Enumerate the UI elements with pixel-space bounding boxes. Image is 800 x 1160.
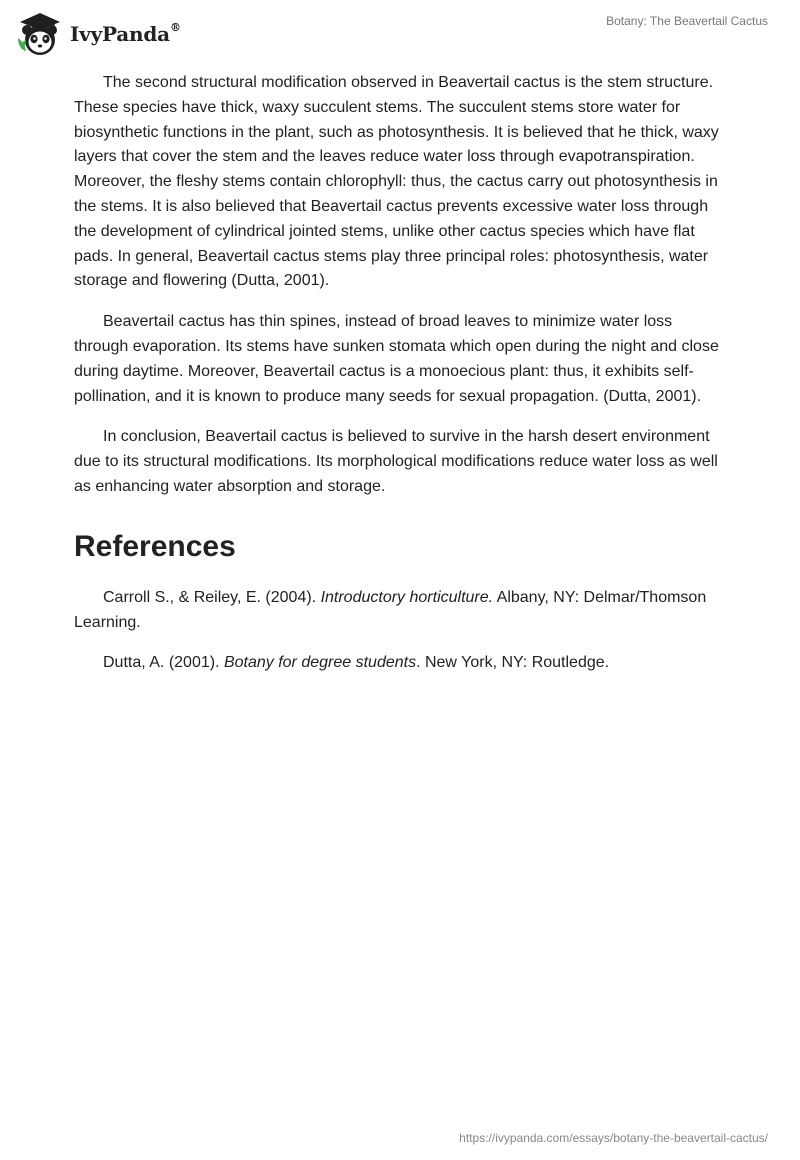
reference-item xyxy=(74,586,726,636)
reference-title: Botany for degree students xyxy=(223,654,417,672)
essay-content xyxy=(74,71,726,692)
source-url-link[interactable]: https://ivypanda.com/essays/botany-the-beavertail-cactus/ xyxy=(459,1131,768,1145)
registered-mark: ® xyxy=(169,21,181,35)
ivypanda-logo[interactable] xyxy=(14,8,181,58)
paragraph-conclusion: In conclusion, Beavertail cactus is believed to survive in the harsh desert environment due to its structural modifications. Its morphological modifications reduce water loss as well as enhancing water absorption and storage. xyxy=(74,428,718,495)
brand-name xyxy=(70,22,181,46)
document-title: Botany: The Beavertail Cactus xyxy=(606,14,768,28)
paragraph-stem-structure: The second structural modification observed in Beavertail cactus is the stem structure. These species have thick, waxy succulent stems. The succulent stems store water for biosynthetic functions in the plant, such as photosynthesis. It is believed that he thick, waxy layers that cover the stem and the leaves reduce water loss through evapotranspiration. Moreover, the fleshy stems contain chlorophyll: thus, the cactus carry out photosynthesis in the stems. It is also believed that Beavertail cactus prevents excessive water loss through the development of cylindrical jointed stems, unlike other cactus species which have flat pads. In general, Beavertail cactus stems play three principal roles: photosynthesis, water storage and flowering (Dutta, 2001). xyxy=(74,74,719,290)
reference-publisher: Albany, NY: Delmar/Thomson Learning. xyxy=(74,588,707,631)
references-heading: References xyxy=(74,529,236,563)
panda-logo-icon xyxy=(14,8,64,58)
brand-text: IvyPanda xyxy=(70,22,170,46)
reference-authors: Carroll S., & Reiley, E. (2004). xyxy=(103,588,321,606)
page-header xyxy=(0,0,800,60)
reference-item xyxy=(74,651,726,676)
reference-title: Introductory horticulture. xyxy=(320,588,494,606)
reference-publisher: . New York, NY: Routledge. xyxy=(416,654,610,672)
reference-authors: Dutta, A. (2001). xyxy=(103,654,224,672)
paragraph-spines: Beavertail cactus has thin spines, instead of broad leaves to minimize water loss through evaporation. Its stems have sunken stomata which open during the night and close during daytime. Moreover, Beavertail cactus is a monoecious plant: thus, it exhibits self-pollination, and it is known to produce many seeds for sexual propagation. (Dutta, 2001). xyxy=(74,313,719,405)
